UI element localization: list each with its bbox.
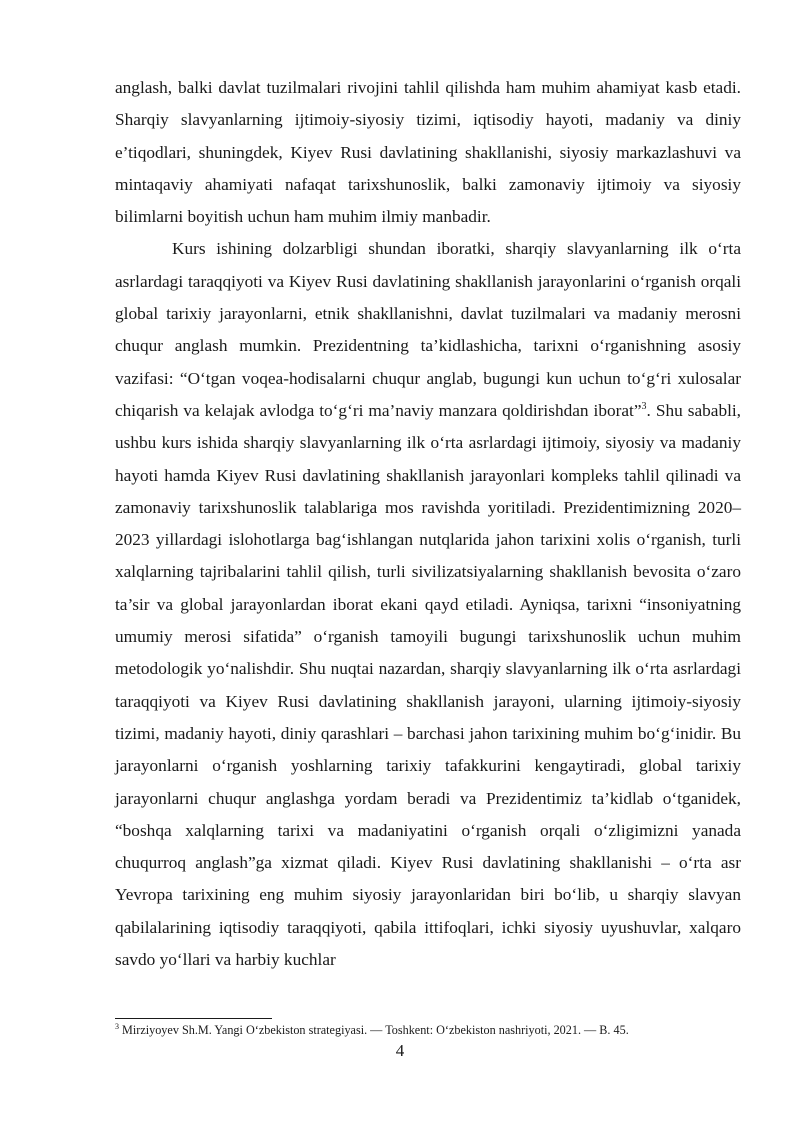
page-number: 4: [395, 1041, 405, 1060]
paragraph-text-part: Kurs ishining dolzarbligi shundan iboratki, sharqiy slavyanlarning ilk oʻrta asrlardagi taraqqiyoti va Kiyev Rusi davlatining shakllanish jarayonlarini oʻrganish orqali global tarixiy jarayonlarni, etnik shakllanishni, davlat tuzilmalari va madaniy merosni chuqur anglash mumkin. Prezidentning ta’kidlashicha, tarixni oʻrganishning asosiy vazifasi: “Oʻtgan voqea-hodisalarni chuqur anglab, bugungi kun uchun toʻgʻri xulosalar chiqarish va kelajak avlodga toʻgʻri ma’naviy manzara qoldirishdan iborat”: [115, 239, 741, 420]
footnote-separator: [115, 1018, 272, 1019]
footnote-text: Mirziyoyev Sh.M. Yangi Oʻzbekiston strategiyasi. — Toshkent: Oʻzbekiston nashriyoti, 2021. — B. 45.: [122, 1023, 629, 1037]
paragraph-continuation: anglash, balki davlat tuzilmalari rivojini tahlil qilishda ham muhim ahamiyat kasb etadi. Sharqiy slavyanlarning ijtimoiy-siyosiy tizimi, iqtisodiy hayoti, madaniy va diniy e’tiqodlari, shuningdek, Kiyev Rusi davlatining shakllanishi, siyosiy markazlashuvi va mintaqaviy ahamiyati nafaqat tarixshunoslik, balki zamonaviy ijtimoiy va siyosiy bilimlarni boyitish uchun ham muhim ilmiy manbadir.: [115, 78, 741, 227]
footnote: [115, 1023, 741, 1038]
footnote-number: 3: [115, 1021, 119, 1031]
paragraph-relevance: [115, 233, 741, 976]
page-body: [115, 72, 741, 976]
paragraph-text-part: . Shu sababli, ushbu kurs ishida sharqiy slavyanlarning ilk oʻrta asrlardagi ijtimoiy, siyosiy va madaniy hayoti hamda Kiyev Rusi davlatining shakllanish jarayonlari kompleks tahlil qilinadi va zamonaviy tarixshunoslik talablariga mos ravishda yoritiladi. Prezidentimizning 2020–2023 yillardagi islohotlarga bagʻishlangan nutqlarida jahon tarixini xolis oʻrganish, turli xalqlarning tajribalarini tahlil qilish, turli sivilizatsiyalarning shakllanish bevosita oʻzaro ta’sir va global jarayonlardan iborat ekani qayd etiladi. Ayniqsa, tarixni “insoniyatning umumiy merosi sifatida” oʻrganish tamoyili bugungi tarixshunoslik uchun muhim metodologik yoʻnalishdir. Shu nuqtai nazardan, sharqiy slavyanlarning ilk oʻrta asrlardagi taraqqiyoti va Kiyev Rusi davlatining shakllanish jarayoni, ularning ijtimoiy-siyosiy tizimi, madaniy hayoti, diniy qarashlari – barchasi jahon tarixining muhim boʻgʻinidir. Bu jarayonlarni oʻrganish yoshlarning tarixiy tafakkurini kengaytiradi, global tarixiy jarayonlarni chuqur anglashga yordam beradi va Prezidentimiz ta’kidlab oʻtganidek, “boshqa xalqlarning tarixi va madaniyatini oʻrganish orqali oʻzligimizni yanada chuqurroq anglash”ga xizmat qiladi. Kiyev Rusi davlatining shakllanishi – oʻrta asr Yevropa tarixining eng muhim siyosiy jarayonlaridan biri boʻlib, u sharqiy slavyan qabilalarining iqtisodiy taraqqiyoti, qabila ittifoqlari, ichki siyosiy uyushuvlar, xalqaro savdo yoʻllari va harbiy kuchlar: [115, 400, 742, 970]
footnote-reference[interactable]: 3: [641, 401, 647, 413]
